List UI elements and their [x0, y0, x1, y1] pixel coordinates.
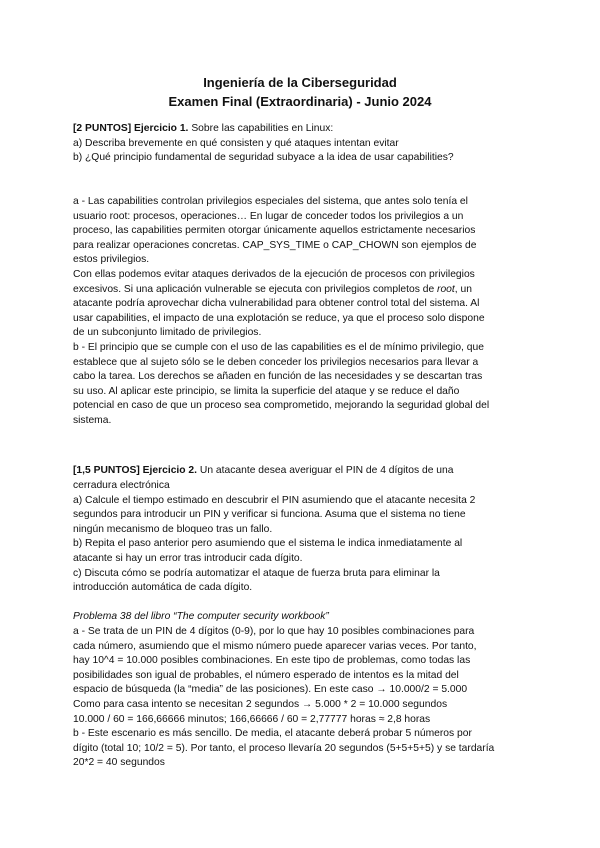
answer-line: sistema.: [73, 414, 112, 426]
answer-line: hay 10^4 = 10.000 posibles combinaciones. En este tipo de problemas, como todas las: [73, 655, 471, 667]
answer-line: de un subconjunto limitado de privilegios.: [73, 327, 262, 339]
answer-line: Como para casa intento se necesitan 2 segundos → 5.000 * 2 = 10.000 segundos: [73, 698, 448, 710]
answer-line: proceso, las capabilities permiten otorgar únicamente aquellos estrictamente necesarios: [73, 225, 476, 237]
answer-line: cada número, asumiendo que el mismo número puede aparecer varias veces. Por tanto,: [73, 640, 477, 652]
answer-line: b - El principio que se cumple con el uso de las capabilities es el de mínimo privilegio, que: [73, 341, 484, 353]
answer-line: para realizar operaciones concretas. CAP_SYS_TIME o CAP_CHOWN son ejemplos de: [73, 239, 477, 251]
exercise-2-label: Ejercicio 2.: [142, 465, 198, 477]
answer-line: usuario root: procesos, operaciones… En lugar de conceder todos los privilegios a un: [73, 210, 464, 222]
answer-line: establece que al sujeto sólo se le deben conceder los privilegios necesarios para llevar a: [73, 356, 479, 368]
exercise-2-statement-cont: cerradura electrónica: [73, 480, 170, 492]
question-line: a) Calcule el tiempo estimado en descubrir el PIN asumiendo que el atacante necesita 2: [73, 494, 476, 506]
answer-line: potencial en caso de que un proceso sea comprometido, mejorando la seguridad global del: [73, 400, 490, 412]
exercise-1-question-b: b) ¿Qué principio fundamental de seguridad subyace a la idea de usar capabilities?: [73, 152, 454, 164]
answer-line: espacio de búsqueda (la “media” de las posiciones). En este caso → 10.000/2 = 5.000: [73, 684, 468, 696]
root-word: root: [437, 283, 455, 295]
answer-line: dígito (total 10; 10/2 = 5). Por tanto, el proceso llevaría 20 segundos (5+5+5+5) y se tardaría: [73, 742, 495, 754]
answer-line: 20*2 = 40 segundos: [73, 757, 165, 769]
answer-line: Con ellas podemos evitar ataques derivados de la ejecución de procesos con privilegios: [73, 268, 475, 280]
answer-line: a - Se trata de un PIN de 4 dígitos (0-9), por lo que hay 10 posibles combinaciones para: [73, 626, 475, 637]
question-line: b) Repita el paso anterior pero asumiendo que el sistema le indica inmediatamente al: [73, 538, 463, 550]
course-title: Ingeniería de la Ciberseguridad: [203, 75, 397, 90]
question-line: introducción automática de cada dígito.: [73, 582, 253, 594]
exercise-1-statement: Sobre las capabilities en Linux:: [191, 123, 334, 134]
exercise-2: [73, 464, 535, 770]
exam-title: Examen Final (Extraordinaria) - Junio 2024: [168, 94, 432, 109]
exercise-1: [73, 122, 535, 428]
question-line: c) Discuta cómo se podría automatizar el ataque de fuerza bruta para eliminar la: [73, 567, 440, 579]
exercise-2-heading: [73, 464, 535, 479]
exercise-1-heading: [73, 122, 535, 137]
answer-line: excesivos. Si una aplicación vulnerable se ejecuta con privilegios completos de root, un: [73, 283, 472, 295]
question-line: ningún mecanismo de bloqueo tras un fallo.: [73, 523, 273, 535]
question-line: segundos para introducir un PIN y verificar si funciona. Asuma que el sistema no tiene: [73, 509, 466, 521]
exercise-2-points: [1,5 PUNTOS]: [73, 465, 140, 477]
answer-line: cabo la tarea. Los derechos se añaden en función de las necesidades y se descartan tras: [73, 371, 483, 383]
exercise-1-label: Ejercicio 1.: [134, 123, 189, 134]
answer-line: su uso. Al aplicar este principio, se limita la superficie del ataque y se reduce el daño: [73, 385, 460, 397]
exam-body: [73, 122, 535, 771]
exercise-1-question-a: a) Describa brevemente en qué consisten y qué ataques intentan evitar: [73, 137, 399, 149]
answer-line: usar capabilities, el impacto de una explotación se reduce, ya que el proceso solo dispone: [73, 312, 485, 324]
answer-line: b - Este escenario es más sencillo. De media, el atacante deberá probar 5 números por: [73, 728, 472, 740]
exercise-2-statement: Un atacante desea averiguar el PIN de 4 dígitos de una: [199, 465, 454, 477]
question-line: atacante si hay un error tras introducir cada dígito.: [73, 553, 303, 565]
exercise-1-points: [2 PUNTOS]: [73, 123, 132, 134]
problem-reference: Problema 38 del libro “The computer security workbook”: [73, 611, 329, 623]
answer-line: 10.000 / 60 = 166,66666 minutos; 166,66666 / 60 = 2,77777 horas ≈ 2,8 horas: [73, 713, 431, 725]
answer-line: atacante podría aprovechar dicha vulnerabilidad para obtener control total del sistema. Al: [73, 298, 480, 310]
answer-line: posibilidades son igual de probables, el número esperado de intentos es la mitad del: [73, 669, 459, 681]
answer-line: a - Las capabilities controlan privilegios especiales del sistema, que antes solo tenía el: [73, 195, 468, 207]
answer-line: estos privilegios.: [73, 254, 150, 266]
